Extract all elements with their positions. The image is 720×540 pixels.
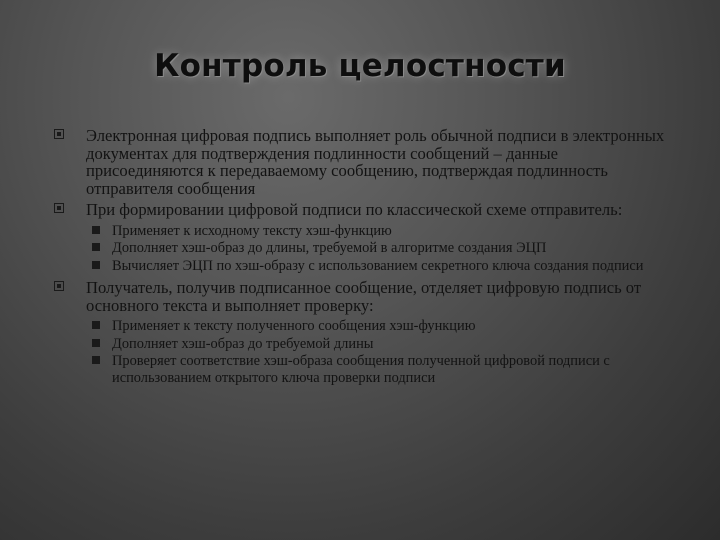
filled-square-bullet-icon — [92, 243, 100, 251]
bullet-item — [50, 201, 670, 219]
sub-bullet-text: Дополняет хэш-образ до требуемой длины — [112, 335, 374, 352]
filled-square-bullet-icon — [92, 339, 100, 347]
sub-bullet-list — [50, 318, 670, 386]
slide-title: Контроль целостности — [154, 48, 566, 84]
sub-bullet-text: Дополняет хэш-образ до длины, требуемой в алгоритме создания ЭЦП — [112, 240, 547, 256]
sub-bullet-item — [50, 353, 670, 386]
sub-bullet-item — [50, 258, 670, 275]
sub-bullet-item — [50, 223, 670, 240]
sub-bullet-item — [50, 318, 670, 335]
bullet-text: При формировании цифровой подписи по классической схеме отправитель: — [86, 200, 623, 219]
bullet-text: Получатель, получив подписанное сообщение, отделяет цифровую подпись от основного текста и выполняет проверку: — [86, 278, 642, 315]
filled-square-bullet-icon — [92, 261, 100, 269]
square-box-bullet-icon — [54, 129, 64, 139]
filled-square-bullet-icon — [92, 226, 100, 234]
sub-bullet-text: Проверяет соответствие хэш-образа сообщения полученной цифровой подписи с использованием открытого ключа проверки подписи — [112, 353, 610, 386]
sub-bullet-item — [50, 336, 670, 353]
filled-square-bullet-icon — [92, 321, 100, 329]
square-box-bullet-icon — [54, 281, 64, 291]
sub-bullet-text: Применяет к тексту полученного сообщения хэш-функцию — [112, 318, 476, 334]
sub-bullet-list — [50, 223, 670, 275]
sub-bullet-text: Применяет к исходному тексту хэш-функцию — [112, 222, 392, 239]
filled-square-bullet-icon — [92, 356, 100, 364]
bullet-text: Электронная цифровая подпись выполняет роль обычной подписи в электронных документах для подтверждения подлинности сообщений – данные присоединяются к передаваемому сообщению, подтверждая подлинность отправителя сообщения — [86, 126, 665, 198]
square-box-bullet-icon — [54, 203, 64, 213]
sub-bullet-item — [50, 240, 670, 257]
slide-body — [50, 127, 670, 391]
sub-bullet-text: Вычисляет ЭЦП по хэш-образу с использованием секретного ключа создания подписи — [112, 257, 644, 274]
bullet-item — [50, 279, 670, 314]
bullet-item — [50, 127, 670, 197]
